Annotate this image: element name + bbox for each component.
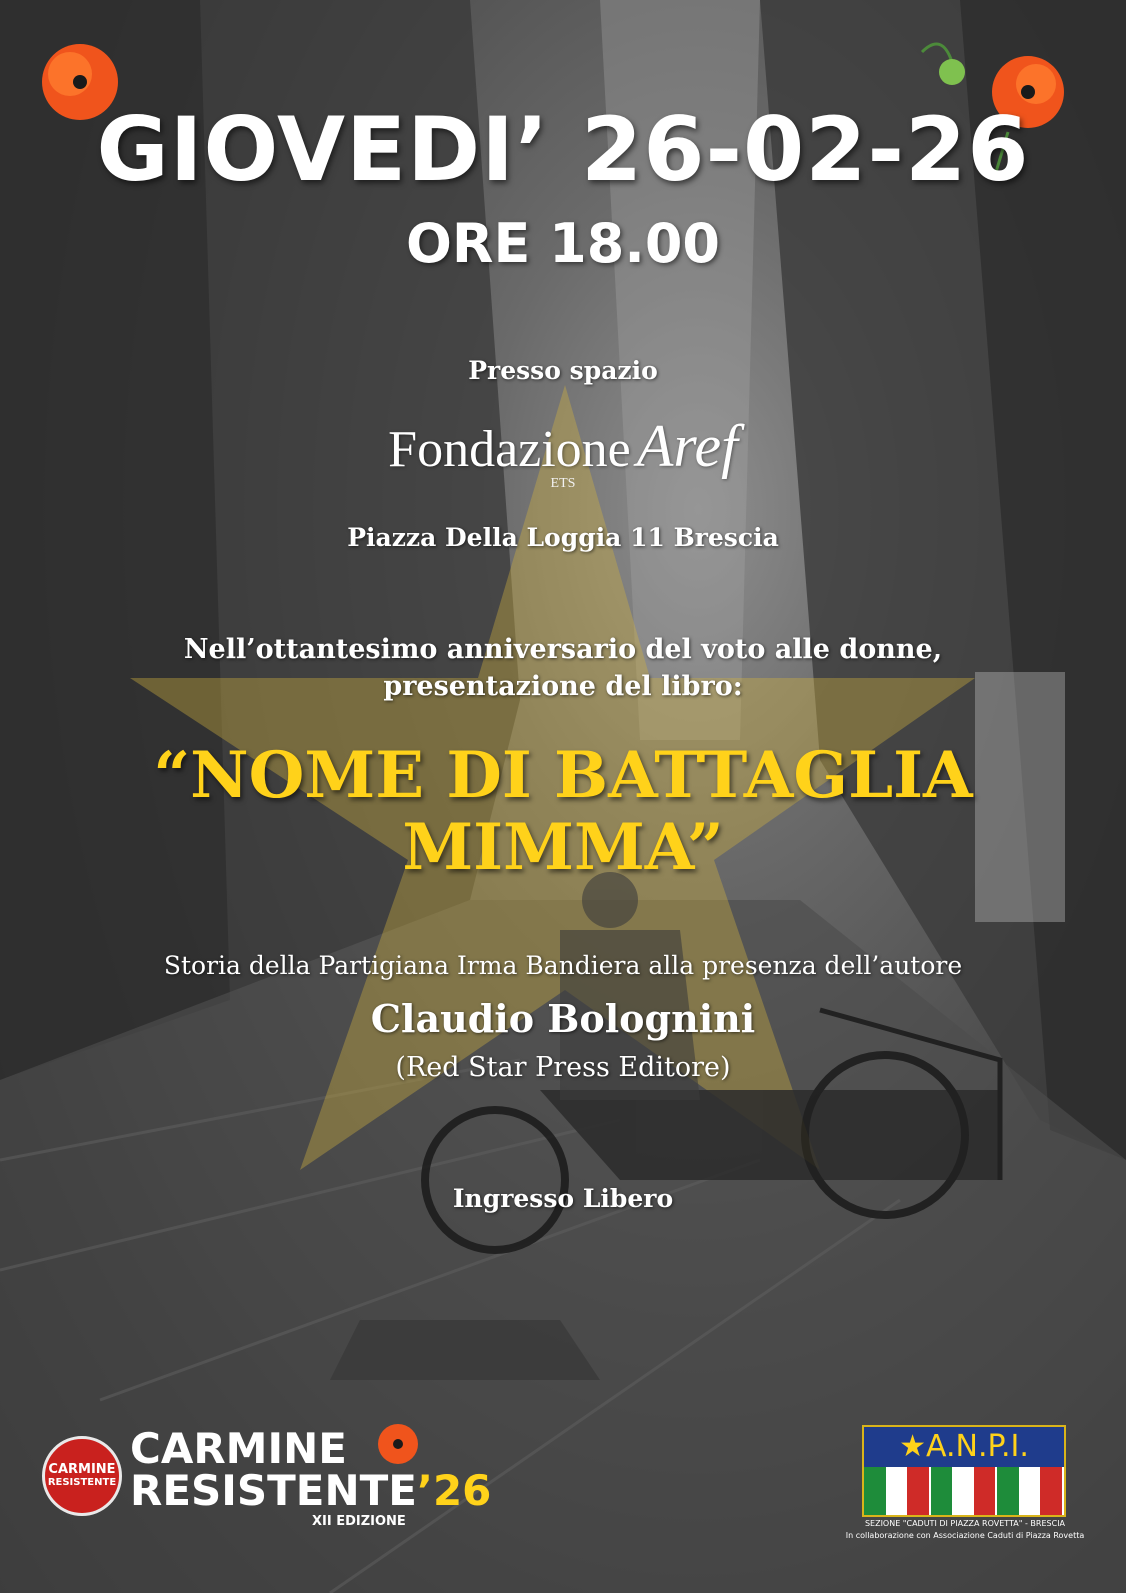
poppy-icon xyxy=(378,1424,418,1464)
anpi-section: SEZIONE "CADUTI DI PIAZZA ROVETTA" - BRESCIA xyxy=(864,1519,1066,1528)
book-author: Claudio Bolognini xyxy=(370,996,756,1041)
venue-name-script: Aref xyxy=(636,413,738,479)
carmine-title-line2-wrap xyxy=(130,1466,492,1515)
anpi-header xyxy=(864,1427,1064,1467)
book-title-line2: MIMMA” xyxy=(402,810,724,885)
italian-flag-icon xyxy=(864,1467,931,1515)
carmine-badge-line1: CARMINE xyxy=(48,1462,116,1477)
book-intro-line1: Nell’ottantesimo anniversario del voto alle donne, xyxy=(183,634,943,665)
carmine-edition: XII EDIZIONE xyxy=(312,1514,406,1529)
anpi-logo xyxy=(862,1425,1066,1517)
carmine-badge-logo xyxy=(42,1436,122,1516)
book-subtitle: Storia della Partigiana Irma Bandiera alla presenza dell’autore xyxy=(163,951,963,980)
star-icon: ★ xyxy=(899,1429,927,1464)
carmine-title-line2: RESISTENTE xyxy=(130,1466,417,1515)
book-title-line1: “NOME DI BATTAGLIA xyxy=(153,738,973,813)
venue-address: Piazza Della Loggia 11 Brescia xyxy=(347,523,779,552)
carmine-badge-line2: RESISTENTE xyxy=(47,1477,117,1488)
event-time: ORE 18.00 xyxy=(406,212,720,275)
italian-flag-icon xyxy=(931,1467,998,1515)
manhole xyxy=(330,1320,600,1380)
anpi-flags xyxy=(864,1467,1064,1515)
entry-note: Ingresso Libero xyxy=(452,1184,674,1213)
venue-logo xyxy=(0,412,1126,481)
anpi-collab: In collaborazione con Associazione Caduti di Piazza Rovetta xyxy=(845,1531,1085,1540)
venue-name: Fondazione xyxy=(388,421,631,478)
book-publisher: (Red Star Press Editore) xyxy=(395,1052,731,1083)
anpi-name: A.N.P.I. xyxy=(926,1429,1029,1464)
italian-flag-icon xyxy=(997,1467,1064,1515)
carmine-title-line1: CARMINE xyxy=(130,1424,347,1473)
venue-suffix: ETS xyxy=(550,476,576,491)
event-date: GIOVEDI’ 26-02-26 xyxy=(96,98,1030,201)
venue-intro: Presso spazio xyxy=(468,356,658,385)
carmine-year: ’26 xyxy=(417,1466,492,1515)
book-intro-line2: presentazione del libro: xyxy=(383,671,743,702)
